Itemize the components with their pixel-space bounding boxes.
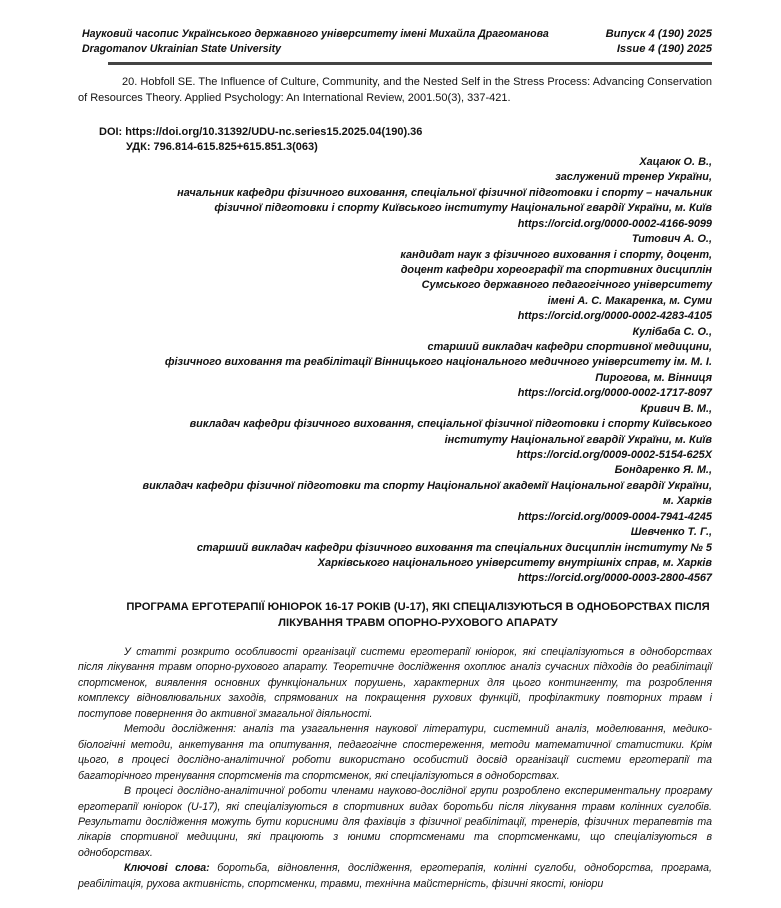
udk-line: УДК: 796.814-615.825+615.851.3(063) [126,141,318,153]
journal-name-en: Dragomanov Ukrainian State University [82,43,281,55]
article-title-line: ЛІКУВАННЯ ТРАВМ ОПОРНО-РУХОВОГО АПАРАТУ [278,617,558,629]
author-line: викладач кафедри фізичного виховання, спеціальної фізичної підготовки і спорту Київського [189,418,712,431]
abstract [78,645,712,892]
author-line: інституту Національної гвардії України, м. Київ [444,433,712,446]
author-line: кандидат наук з фізичного виховання і спорту, доцент, [400,248,712,261]
orcid-link[interactable]: https://orcid.org/0009-0002-5154-625X [516,449,712,462]
author-line: фізичної підготовки і спорту Київського інституту Національної гвардії України, м. Київ [214,202,712,215]
author-block [92,155,712,587]
author-line: Шевченко Т. Г., [630,526,712,539]
issue-info [606,27,712,57]
author-line: Кривич В. М., [640,402,712,415]
orcid-link[interactable]: https://orcid.org/0009-0004-7941-4245 [517,510,712,523]
keywords-list: боротьба, відновлення, дослідження, ерготерапія, колінні суглоби, одноборства, програма, реабілітація, рухова активність, спортсменки, травми, технічна майстерність, фізичні якості, юніори [78,862,712,890]
keywords-label: Ключові слова: [124,862,210,875]
running-header [82,27,712,63]
orcid-link[interactable]: https://orcid.org/0000-0002-4166-9099 [517,217,712,230]
author-line: Титович А. О., [631,233,712,246]
author-line: Харківського національного університету внутрішніх справ, м. Харків [317,556,712,569]
author-line: доцент кафедри хореографії та спортивних дисциплін [400,263,712,276]
abstract-paragraph: Методи дослідження: аналіз та узагальнення наукової літератури, системний аналіз, моделювання, медико-біологічні методи, анкетування та опитування, педагогічне спостереження, методи математичної статистики. Крім цього, в процесі дослідно-аналітичної роботи використано особистий досвід організації системи ерготерапії та багаторічного тренування спортсменів та спортсменок, які спеціалізуються в одноборствах. [78,723,712,782]
abstract-paragraph: У статті розкрито особливості організації системи ерготерапії юніорок, які спеціалізуються в одноборствах після лікування травм опорно-рухового апарату. Теоретичне дослідження охоплює аналіз сучасних підходів до реабілітації спортсменок, виявлення основних функціональних порушень, характерних для цього контингенту, та розроблення комплексу відновлювальних заходів, спрямованих на покращення рухових функцій, профілактику повторних травм і поступове повернення до активної змагальної діяльності. [78,646,712,720]
author-line: фізичного виховання та реабілітації Вінницького національного медичного університету ім. М. І. [164,356,712,369]
author-line: Бондаренко Я. М., [614,464,712,477]
author-line: викладач кафедри фізичної підготовки та спорту Національної академії Національної гвардії України, [142,479,712,492]
abstract-paragraph: В процесі дослідно-аналітичної роботи членами науково-дослідної групи розроблено експериментальну програму ерготерапії юніорок (U-17), які спеціалізуються в спортивних видах боротьби після лікування травм колінних суглобів. Результати дослідження можуть бути корисними для фахівців з фізичної реабілітації, тренерів, фізичних терапевтів та лікарів спортивної медицини, які працюють з юними спортсменами та спортсменками, що спеціалізуються в одноборствах. [78,785,712,859]
author-line: Сумського державного педагогічного університету [421,279,712,292]
author-line: старший викладач кафедри фізичного виховання та спеціальних дисциплін інституту № 5 [196,541,712,554]
header-divider [108,62,712,65]
reference-20: 20. Hobfoll SE. The Influence of Culture, Community, and the Nested Self in the Stress Process: Advancing Conservation of Resources Theory. Applied Psychology: An International Review, 2001.50(3), 337-421. [78,76,712,104]
author-line: начальник кафедри фізичного виховання, спеціальної фізичної підготовки і спорту – начальник [177,186,712,199]
orcid-link[interactable]: https://orcid.org/0000-0002-1717-8097 [517,387,712,400]
author-line: старший викладач кафедри спортивної медицини, [427,341,712,354]
doi-line[interactable]: DOI: https://doi.org/10.31392/UDU-nc.series15.2025.04(190).36 [99,126,423,138]
journal-name [82,27,549,57]
issue-uk: Випуск 4 (190) 2025 [605,28,712,40]
issue-en: Issue 4 (190) 2025 [616,43,712,55]
keywords [78,861,712,892]
author-line: Хацаюк О. В., [639,156,712,168]
author-line: імені А. С. Макаренка, м. Суми [547,294,712,307]
author-line: м. Харків [662,495,712,508]
author-line: Пирогова, м. Вінниця [595,371,712,384]
article-title-line: ПРОГРАМА ЕРГОТЕРАПІЇ ЮНІОРОК 16-17 РОКІВ (U-17), ЯКІ СПЕЦІАЛІЗУЮТЬСЯ В ОДНОБОРСТВАХ ПІСЛЯ [126,601,710,613]
author-line: Кулібаба С. О., [632,325,712,338]
author-line: заслужений тренер України, [555,171,712,184]
orcid-link[interactable]: https://orcid.org/0000-0002-4283-4105 [517,310,712,323]
journal-name-uk: Науковий часопис Українського державного університету імені Михайла Драгоманова [82,28,549,40]
orcid-link[interactable]: https://orcid.org/0000-0003-2800-4567 [517,572,712,585]
article-title [78,599,758,631]
